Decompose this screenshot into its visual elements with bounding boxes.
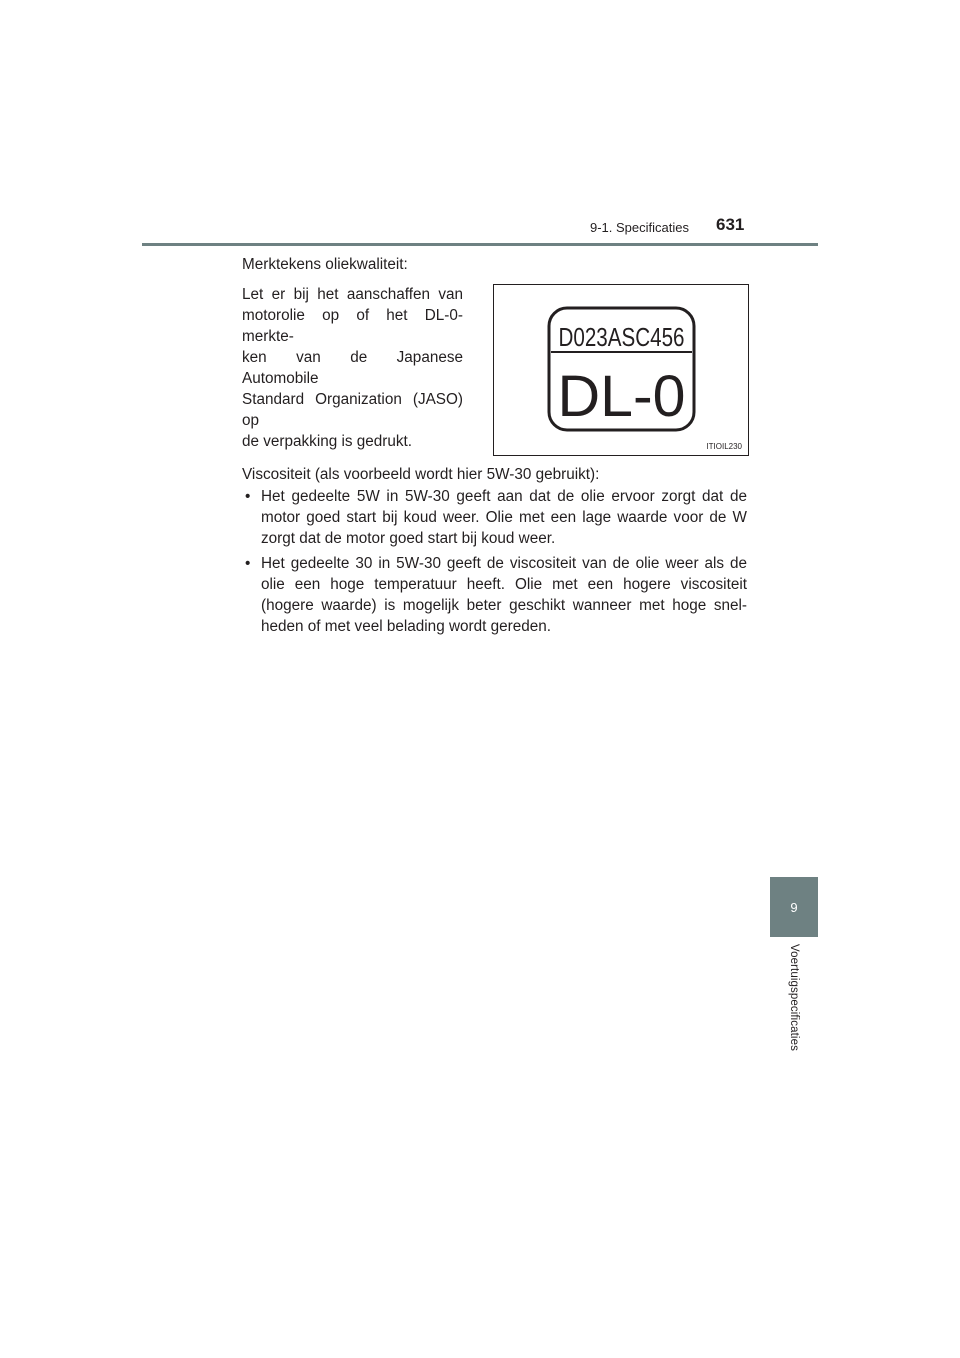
list-item	[242, 486, 747, 549]
chapter-number: 9	[790, 899, 798, 915]
paragraph-line: Let er bij het aanschaffen van	[242, 286, 463, 303]
item-line: motor goed start bij koud weer. Olie met een lage waarde voor de W	[261, 509, 747, 526]
figure-id: ITIOIL230	[706, 442, 742, 451]
item-line: olie een hoge temperatuur heeft. Olie met een hogere viscositeit	[261, 576, 747, 593]
paragraph-line: Standard Organization (JASO) op	[242, 391, 463, 429]
dl0-label-illustration	[494, 285, 750, 457]
label-grade-text: DL-0	[557, 364, 686, 429]
viscosity-heading: Viscositeit (als voorbeeld wordt hier 5W-30 gebruikt):	[242, 466, 600, 483]
oil-quality-heading: Merktekens oliekwaliteit:	[242, 256, 408, 273]
dl0-label-figure	[493, 284, 749, 456]
item-line: Het gedeelte 5W in 5W-30 geeft aan dat de olie ervoor zorgt dat de	[261, 488, 747, 505]
item-line: zorgt dat de motor goed start bij koud weer.	[261, 530, 556, 547]
bullet-mark: •	[245, 488, 251, 505]
chapter-title-vertical	[770, 944, 818, 1072]
viscosity-list	[242, 486, 747, 637]
oil-quality-paragraph	[242, 284, 463, 452]
bullet-mark: •	[245, 555, 251, 572]
page-number: 631	[716, 215, 745, 234]
item-line: Het gedeelte 30 in 5W-30 geeft de viscositeit van de olie weer als de	[261, 555, 747, 572]
item-line: (hogere waarde) is mogelijk beter geschikt wanneer met hoge snel-	[261, 597, 747, 614]
list-item	[242, 553, 747, 637]
chapter-title: Voertuigspecificaties	[788, 944, 800, 1051]
paragraph-line: ken van de Japanese Automobile	[242, 349, 463, 387]
paragraph-line: de verpakking is gedrukt.	[242, 433, 413, 450]
section-title: 9-1. Specificaties	[590, 220, 689, 235]
paragraph-line: motorolie op of het DL-0-merkte-	[242, 307, 463, 345]
chapter-tab	[770, 877, 818, 937]
label-code-text: D023ASC456	[558, 322, 685, 352]
header-rule	[142, 243, 818, 246]
item-line: heden of met veel belading wordt gereden.	[261, 618, 551, 635]
